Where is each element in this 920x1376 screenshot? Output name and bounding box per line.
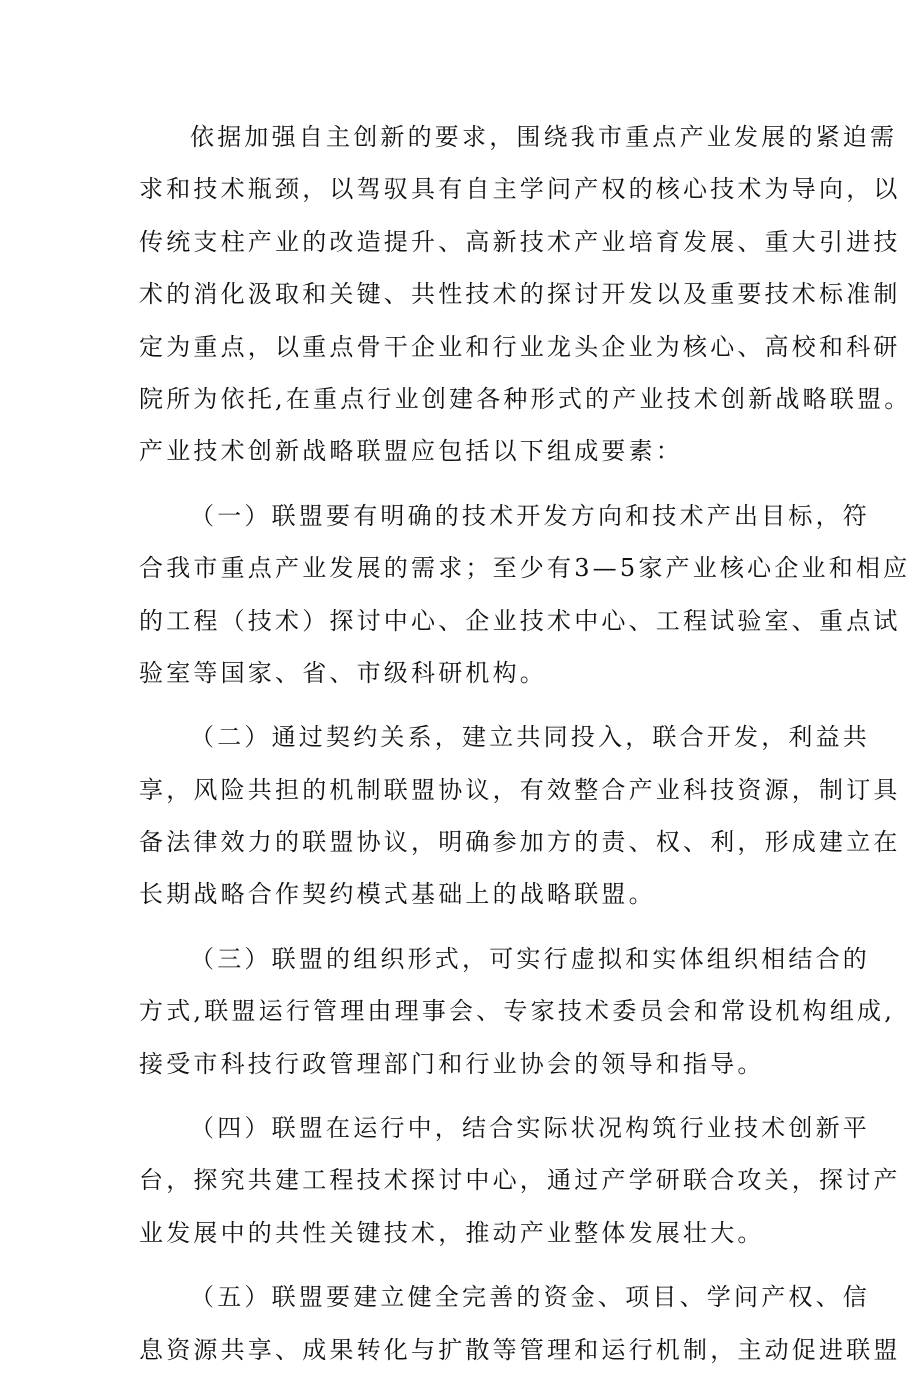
text-line: （一）联盟要有明确的技术开发方向和技术产出目标，符	[190, 501, 870, 530]
document-body	[139, 111, 912, 1376]
text-line: 院所为依托,在重点行业创建各种形式的产业技术创新战略联盟。	[139, 384, 912, 413]
paragraph-intro	[139, 111, 912, 478]
text-line: 的工程（技术）探讨中心、企业技术中心、工程试验室、重点试	[139, 606, 901, 635]
paragraph-item-2	[139, 711, 901, 921]
text-line: 息资源共享、成果转化与扩散等管理和运行机制，主动促进联盟	[139, 1335, 901, 1364]
text-line: 定为重点，以重点骨干企业和行业龙头企业为核心、高校和科研	[139, 332, 901, 361]
text-line: 依据加强自主创新的要求，围绕我市重点产业发展的紧迫需	[190, 123, 898, 151]
paragraph-item-1	[139, 490, 911, 700]
text-line: 术的消化汲取和关键、共性技术的探讨开发以及重要技术标准制	[139, 280, 901, 309]
text-line: （三）联盟的组织形式，可实行虚拟和实体组织相结合的	[190, 944, 870, 973]
text-line: （二）通过契约关系，建立共同投入，联合开发，利益共	[190, 723, 870, 752]
text-line: 产业技术创新战略联盟应包括以下组成要素：	[139, 437, 683, 466]
text-line: （四）联盟在运行中，结合实际状况构筑行业技术创新平	[190, 1114, 870, 1143]
text-line: （五）联盟要建立健全完善的资金、项目、学问产权、信	[190, 1283, 870, 1312]
paragraph-item-5	[139, 1271, 901, 1376]
text-line: 方式,联盟运行管理由理事会、专家技术委员会和常设机构组成,	[139, 997, 896, 1026]
paragraph-item-3	[139, 933, 896, 1090]
text-line: 业发展中的共性关键技术，推动产业整体发展壮大。	[139, 1218, 765, 1247]
text-line: 验室等国家、省、市级科研机构。	[139, 658, 547, 687]
text-line: 求和技术瓶颈，以驾驭具有自主学问产权的核心技术为导向，以	[139, 175, 901, 204]
text-line: 台，探究共建工程技术探讨中心，通过产学研联合攻关，探讨产	[139, 1166, 901, 1195]
text-line: 合我市重点产业发展的需求；至少有3—5家产业核心企业和相应	[139, 554, 911, 583]
text-line: 接受市科技行政管理部门和行业协会的领导和指导。	[139, 1049, 765, 1078]
paragraph-item-4	[139, 1102, 901, 1259]
text-line: 传统支柱产业的改造提升、高新技术产业培育发展、重大引进技	[139, 227, 901, 256]
text-line: 长期战略合作契约模式基础上的战略联盟。	[139, 880, 656, 909]
text-line: 备法律效力的联盟协议，明确参加方的责、权、利，形成建立在	[139, 828, 901, 857]
text-line: 享，风险共担的机制联盟协议，有效整合产业科技资源，制订具	[139, 775, 901, 804]
